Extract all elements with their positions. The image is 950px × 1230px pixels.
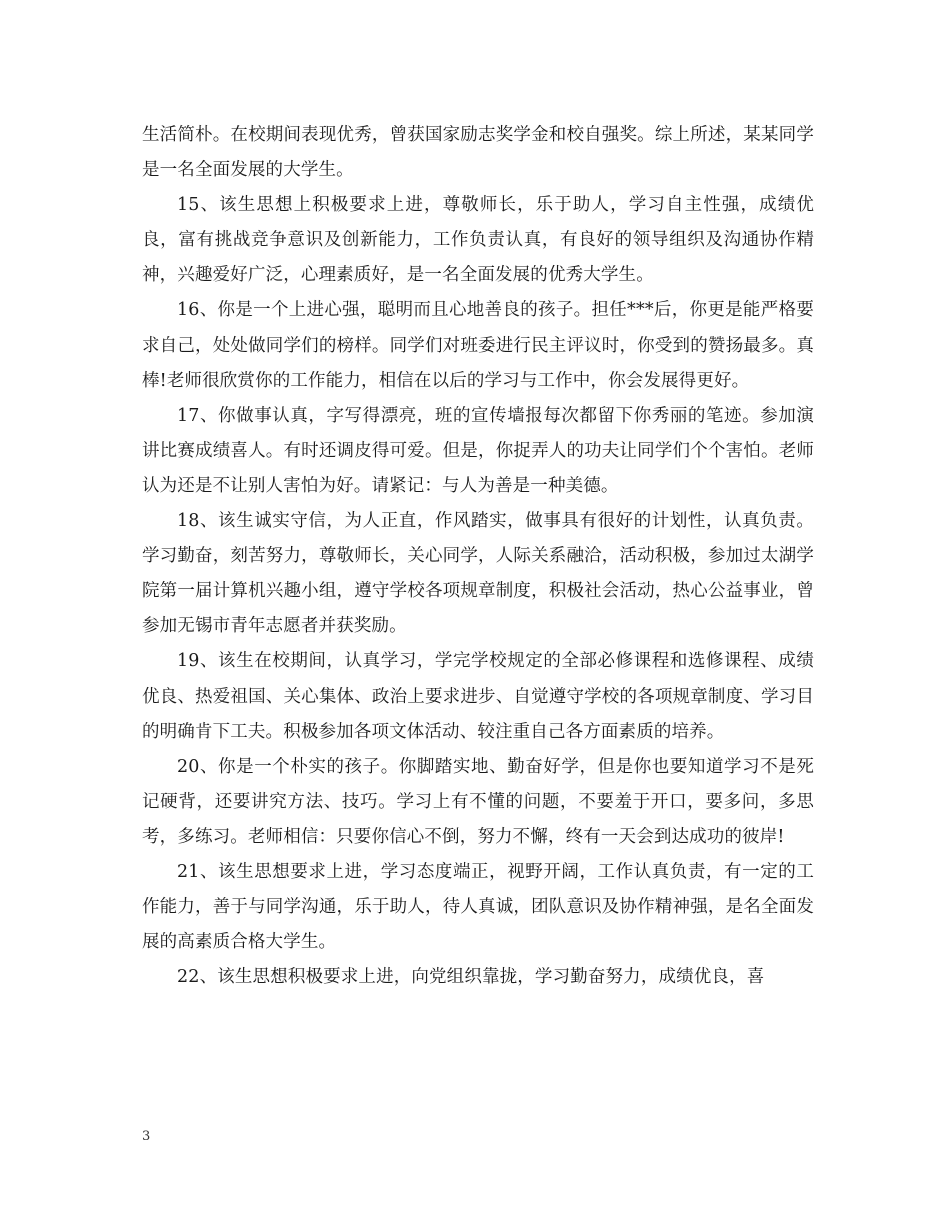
page-number: 3 <box>142 1129 151 1144</box>
paragraph-item-15: 15、该生思想上积极要求上进，尊敬师长，乐于助人，学习自主性强，成绩优良，富有挑战竞争意识及创新能力，工作负责认真，有良好的领导组织及沟通协作精神，兴趣爱好广泛，心理素质好，是一名全面发展的优秀大学生。 <box>142 195 814 286</box>
paragraph-item-19: 19、该生在校期间，认真学习，学完学校规定的全部必修课程和选修课程、成绩优良、热爱祖国、关心集体、政治上要求进步、自觉遵守学校的各项规章制度、学习目的明确肯下工夫。积极参加各项文体活动、较注重自己各方面素质的培养。 <box>142 651 814 742</box>
paragraph-item-18: 18、该生诚实守信，为人正直，作风踏实，做事具有很好的计划性，认真负责。学习勤奋，刻苦努力，尊敬师长，关心同学，人际关系融洽，活动积极，参加过太湖学院第一届计算机兴趣小组，遵守学校各项规章制度，积极社会活动，热心公益事业，曾参加无锡市青年志愿者并获奖励。 <box>142 511 814 637</box>
paragraph-item-16: 16、你是一个上进心强，聪明而且心地善良的孩子。担任***后，你更是能严格要求自己，处处做同学们的榜样。同学们对班委进行民主评议时，你受到的赞扬最多。真棒!老师很欣赏你的工作能力，相信在以后的学习与工作中，你会发展得更好。 <box>142 300 814 391</box>
paragraph-item-21: 21、该生思想要求上进，学习态度端正，视野开阔，工作认真负责，有一定的工作能力，善于与同学沟通，乐于助人，待人真诚，团队意识及协作精神强，是名全面发展的高素质合格大学生。 <box>142 861 814 953</box>
paragraph-continuation: 生活简朴。在校期间表现优秀，曾获国家励志奖学金和校自强奖。综上所述，某某同学是一名全面发展的大学生。 <box>142 125 814 181</box>
paragraph-item-20: 20、你是一个朴实的孩子。你脚踏实地、勤奋好学，但是你也要知道学习不是死记硬背，还要讲究方法、技巧。学习上有不懂的问题，不要羞于开口，要多问，多思考，多练习。老师相信：只要你信心不倒，努力不懈，终有一天会到达成功的彼岸! <box>142 756 814 847</box>
paragraph-item-22: 22、该生思想积极要求上进，向党组织靠拢，学习勤奋努力，成绩优良，喜 <box>177 967 765 988</box>
document-body <box>142 118 814 995</box>
paragraph-item-17: 17、你做事认真，字写得漂亮，班的宣传墙报每次都留下你秀丽的笔迹。参加演讲比赛成绩喜人。有时还调皮得可爱。但是，你捉弄人的功夫让同学们个个害怕。老师认为还是不让别人害怕为好。请紧记：与人为善是一种美德。 <box>142 405 814 496</box>
